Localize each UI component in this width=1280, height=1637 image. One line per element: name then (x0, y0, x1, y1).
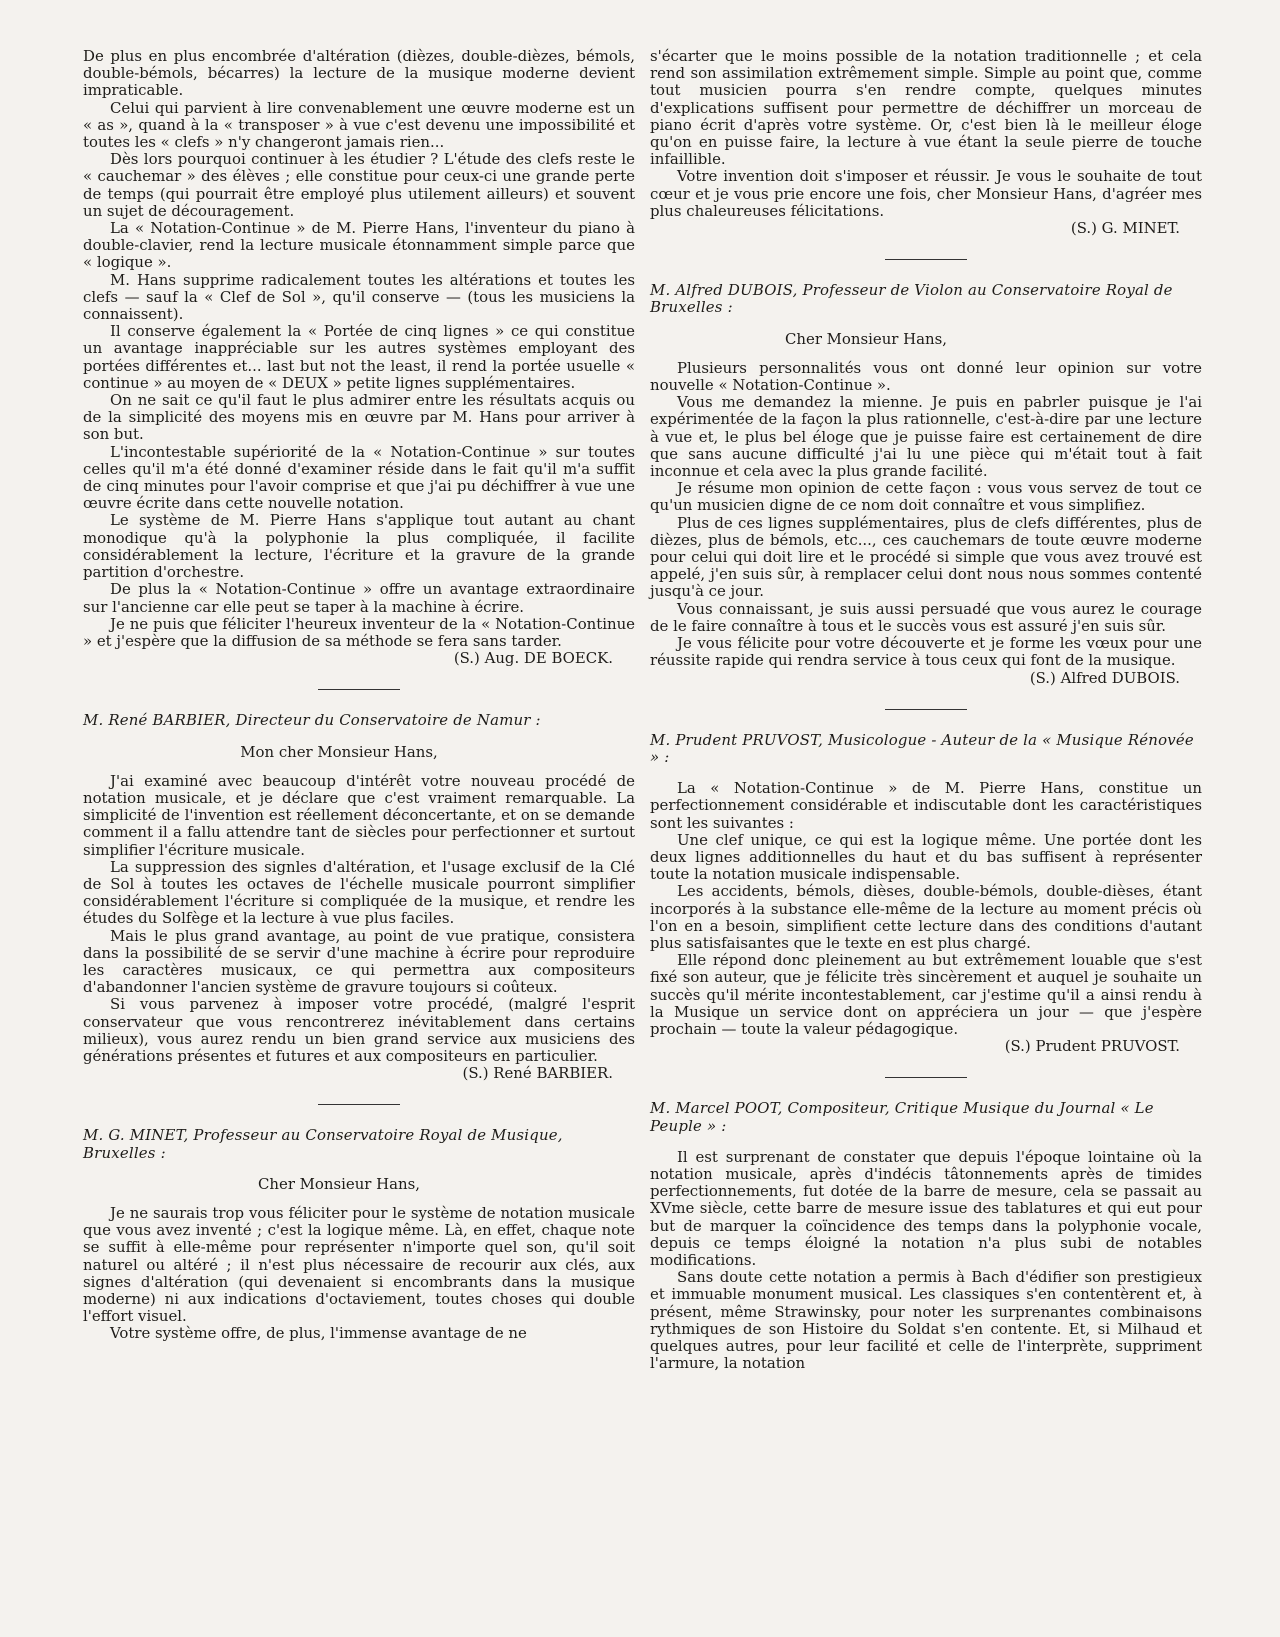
paragraph: s'écarter que le moins possible de la notation traditionnelle ; et cela rend son assimilation extrêmement simple. Simple au point que, comme tout musicien pourra s'en rendre compte, quelques minutes d'explications suffisent pour permettre de déchiffrer un morceau de piano écrit d'après votre système. Or, c'est bien là le meilleur éloge qu'on en puisse faire, la lecture à vue étant la seule pierre de touche infaillible. (650, 47, 1202, 169)
paragraph: Plus de ces lignes supplémentaires, plus de clefs différentes, plus de dièzes, plus de bémols, etc..., ces cauchemars de toute œuvre moderne pour celui qui doit lire et le procédé si simple que vous avez trouvé est appelé, j'en suis sûr, à remplacer celui dont nous nous sommes contenté jusqu'à ce jour. (650, 513, 1202, 601)
paragraph: M. Hans supprime radicalement toutes les altérations et toutes les clefs — sauf la « Clef de Sol », qu'il conserve — (tous les musiciens la connaissent). (83, 270, 635, 324)
paragraph: Vous connaissant, je suis aussi persuadé que vous aurez le courage de le faire connaître à tous et le succès vous est assuré j'en suis sûr. (650, 599, 1202, 635)
letter-heading: M. René BARBIER, Directeur du Conservatoire de Namur : (83, 711, 541, 730)
section-divider (885, 709, 967, 710)
paragraph: Je vous félicite pour votre découverte et je forme les vœux pour une réussite rapide qui rendra service à tous ceux qui font de la musique. (650, 634, 1202, 670)
signature-de-boeck: (S.) Aug. DE BOECK. (453, 649, 613, 668)
left-column (83, 48, 635, 1343)
section-divider (885, 259, 967, 260)
section-divider (318, 1104, 400, 1105)
signature-minet: (S.) G. MINET. (1070, 219, 1180, 238)
paragraph: Mais le plus grand avantage, au point de vue pratique, consistera dans la possibilité de se servir d'une machine à écrire pour reproduire les caractères musicaux, ce qui permettra aux compositeurs d'abandonner l'ancien système de gravure toujours si coûteux. (83, 926, 635, 997)
paragraph: Sans doute cette notation a permis à Bach d'édifier son prestigieux et immuable monument musical. Les classiques s'en contentèrent et, à présent, même Strawinsky, pour noter les surprenantes combinaisons rythmiques de son Histoire du Soldat s'en contente. Et, si Milhaud et quelques autres, pour leur facilité et celle de l'interprète, suppriment l'armure, la notation (650, 1268, 1202, 1373)
letter-heading: M. G. MINET, Professeur au Conservatoire Royal de Musique, Bruxelles : (83, 1126, 563, 1162)
paragraph: Je ne puis que féliciter l'heureux inventeur de la « Notation-Continue » et j'espère que la diffusion de sa méthode se fera sans tarder. (83, 614, 635, 650)
paragraph: De plus en plus encombrée d'altération (dièzes, double-dièzes, bémols, double-bémols, bécarres) la lecture de la musique moderne devient impraticable. (83, 47, 635, 100)
paragraph: Elle répond donc pleinement au but extrêmement louable que s'est fixé son auteur, que je félicite très sincèrement et auquel je souhaite un succès qu'il mérite incontestablement, car j'estime qu'il a ainsi rendu à la Musique un service dont on appréciera un jour — que j'espère prochain — toute la valeur pédagogique. (650, 951, 1202, 1038)
letter-pruvost (650, 732, 1202, 1056)
paragraph: La « Notation-Continue » de M. Pierre Hans, constitue un perfectionnement considérable et indiscutable dont les caractéristiques sont les suivantes : (650, 779, 1202, 832)
paragraph: Il conserve également la « Portée de cinq lignes » ce qui constitue un avantage inappréciable sur les autres systèmes employant des portées différentes et... last but not the least, il rend la portée usuelle « continue » au moyen de « DEUX » petite lignes supplémentaires. (83, 322, 635, 392)
section-divider (318, 689, 400, 690)
signature-barbier: (S.) René BARBIER. (462, 1064, 613, 1083)
letter-minet (83, 1127, 635, 1342)
paragraph: Je ne saurais trop vous féliciter pour le système de notation musicale que vous avez inventé ; c'est la logique même. Là, en effet, chaque note se suffit à elle-même pour représenter n'importe quel son, qu'il soit naturel ou altéré ; il n'est plus nécessaire de recourir aux clés, aux signes d'altération (qui devenaient si encombrants dans la musique moderne) ni aux indications d'octaviement, toutes choses qui double l'effort visuel. (83, 1203, 635, 1326)
paragraph: J'ai examiné avec beaucoup d'intérêt votre nouveau procédé de notation musicale, et je déclare que c'est vraiment remarquable. La simplicité de l'invention est réellement déconcertante, et on se demande comment il a fallu attendre tant de siècles pour perfectionner et surtout simplifier l'écriture musicale. (83, 771, 635, 859)
paragraph: Je résume mon opinion de cette façon : vous vous servez de tout ce qu'un musicien digne de ce nom doit connaître et vous simplifiez. (650, 479, 1202, 515)
letter-heading: M. Prudent PRUVOST, Musicologue - Auteur de la « Musique Rénovée » : (650, 730, 1194, 766)
letter-dubois (650, 282, 1202, 686)
intro-section (83, 48, 635, 667)
paragraph: La « Notation-Continue » de M. Pierre Hans, l'inventeur du piano à double-clavier, rend la lecture musicale étonnamment simple parce que « logique ». (83, 219, 635, 272)
signature-pruvost: (S.) Prudent PRUVOST. (1004, 1037, 1180, 1056)
paragraph: Il est surprenant de constater que depuis l'époque lointaine où la notation musicale, après d'indécis tâtonnements après de timides perfectionnements, fut dotée de la barre de mesure, cela se passait au XVme siècle, cette barre de mesure issue des tablatures et qui eut pour but de marquer la coïncidence des temps dans la polyphonie vocale, depuis ce temps éloigné la notation n'a plus subi de notables modifications. (650, 1147, 1202, 1269)
paragraph: L'incontestable supériorité de la « Notation-Continue » sur toutes celles qu'il m'a été donné d'examiner réside dans le fait qu'il m'a suffit de cinq minutes pour l'avoir comprise et que j'ai pu déchiffrer à vue une œuvre écrite dans cette nouvelle notation. (83, 442, 635, 513)
right-column (650, 48, 1202, 1372)
salutation: Mon cher Monsieur Hans, (240, 742, 438, 761)
paragraph: Plusieurs personnalités vous ont donné leur opinion sur votre nouvelle « Notation-Continue ». (650, 358, 1202, 395)
paragraph: Le système de M. Pierre Hans s'applique tout autant au chant monodique qu'à la polyphonie la plus compliquée, il facilite considérablement la lecture, l'écriture et la gravure de la grande partition d'orchestre. (83, 511, 635, 582)
letter-heading: M. Alfred DUBOIS, Professeur de Violon au Conservatoire Royal de Bruxelles : (650, 281, 1173, 317)
letter-minet-continued (650, 48, 1202, 237)
letter-poot (650, 1100, 1202, 1372)
letter-barbier (83, 712, 635, 1082)
paragraph: Les accidents, bémols, dièses, double-bémols, double-dièses, étant incorporés à la substance elle-même de la lecture au moment précis où l'on en a besoin, simplifient cette lecture dans des conditions d'autant plus satisfaisantes que le texte en est plus chargé. (650, 882, 1202, 952)
salutation: Cher Monsieur Hans, (258, 1174, 420, 1193)
paragraph: Votre système offre, de plus, l'immense avantage de ne (110, 1324, 527, 1343)
section-divider (885, 1077, 967, 1078)
paragraph: Vous me demandez la mienne. Je puis en pabrler puisque je l'ai expérimentée de la façon la plus rationnelle, c'est-à-dire par une lecture à vue et, le plus bel éloge que je puisse faire est certainement de dire que sans aucune difficulté j'ai lu une pièce qui m'était tout à fait inconnue et cela avec la plus grande facilité. (650, 393, 1202, 481)
letter-heading: M. Marcel POOT, Compositeur, Critique Musique du Journal « Le Peuple » : (650, 1099, 1154, 1135)
paragraph: On ne sait ce qu'il faut le plus admirer entre les résultats acquis ou de la simplicité des moyens mis en œuvre par M. Hans pour arriver à son but. (83, 391, 635, 444)
paragraph: Votre invention doit s'imposer et réussir. Je vous le souhaite de tout cœur et je vous prie encore une fois, cher Monsieur Hans, d'agréer mes plus chaleureuses félicitations. (650, 167, 1202, 220)
salutation: Cher Monsieur Hans, (785, 329, 947, 348)
paragraph: Celui qui parvient à lire convenablement une œuvre moderne est un « as », quand à la « transposer » à vue c'est devenu une impossibilité et toutes les « clefs » n'y changeront jamais rien... (83, 98, 635, 152)
paragraph: Une clef unique, ce qui est la logique même. Une portée dont les deux lignes additionnelles du haut et du bas suffisent à représenter toute la notation musicale indispensable. (650, 830, 1202, 884)
signature-dubois: (S.) Alfred DUBOIS. (1029, 668, 1180, 687)
paragraph: Si vous parvenez à imposer votre procédé, (malgré l'esprit conservateur que vous rencontrerez inévitablement dans certains milieux), vous aurez rendu un bien grand service aux musiciens des générations présentes et futures et aux compositeurs en particulier. (83, 995, 635, 1065)
paragraph: Dès lors pourquoi continuer à les étudier ? L'étude des clefs reste le « cauchemar » des élèves ; elle constitue pour ceux-ci une grande perte de temps (qui pourrait être employé plus utilement ailleurs) et souvent un sujet de découragement. (83, 150, 635, 220)
paragraph: De plus la « Notation-Continue » offre un avantage extraordinaire sur l'ancienne car elle peut se taper à la machine à écrire. (83, 580, 635, 616)
paragraph: La suppression des signles d'altération, et l'usage exclusif de la Clé de Sol à toutes les octaves de l'échelle musicale pourront simplifier considérablement l'écriture si compliquée de la musique, et rendre les études du Solfège et la lecture à vue plus faciles. (83, 857, 635, 928)
